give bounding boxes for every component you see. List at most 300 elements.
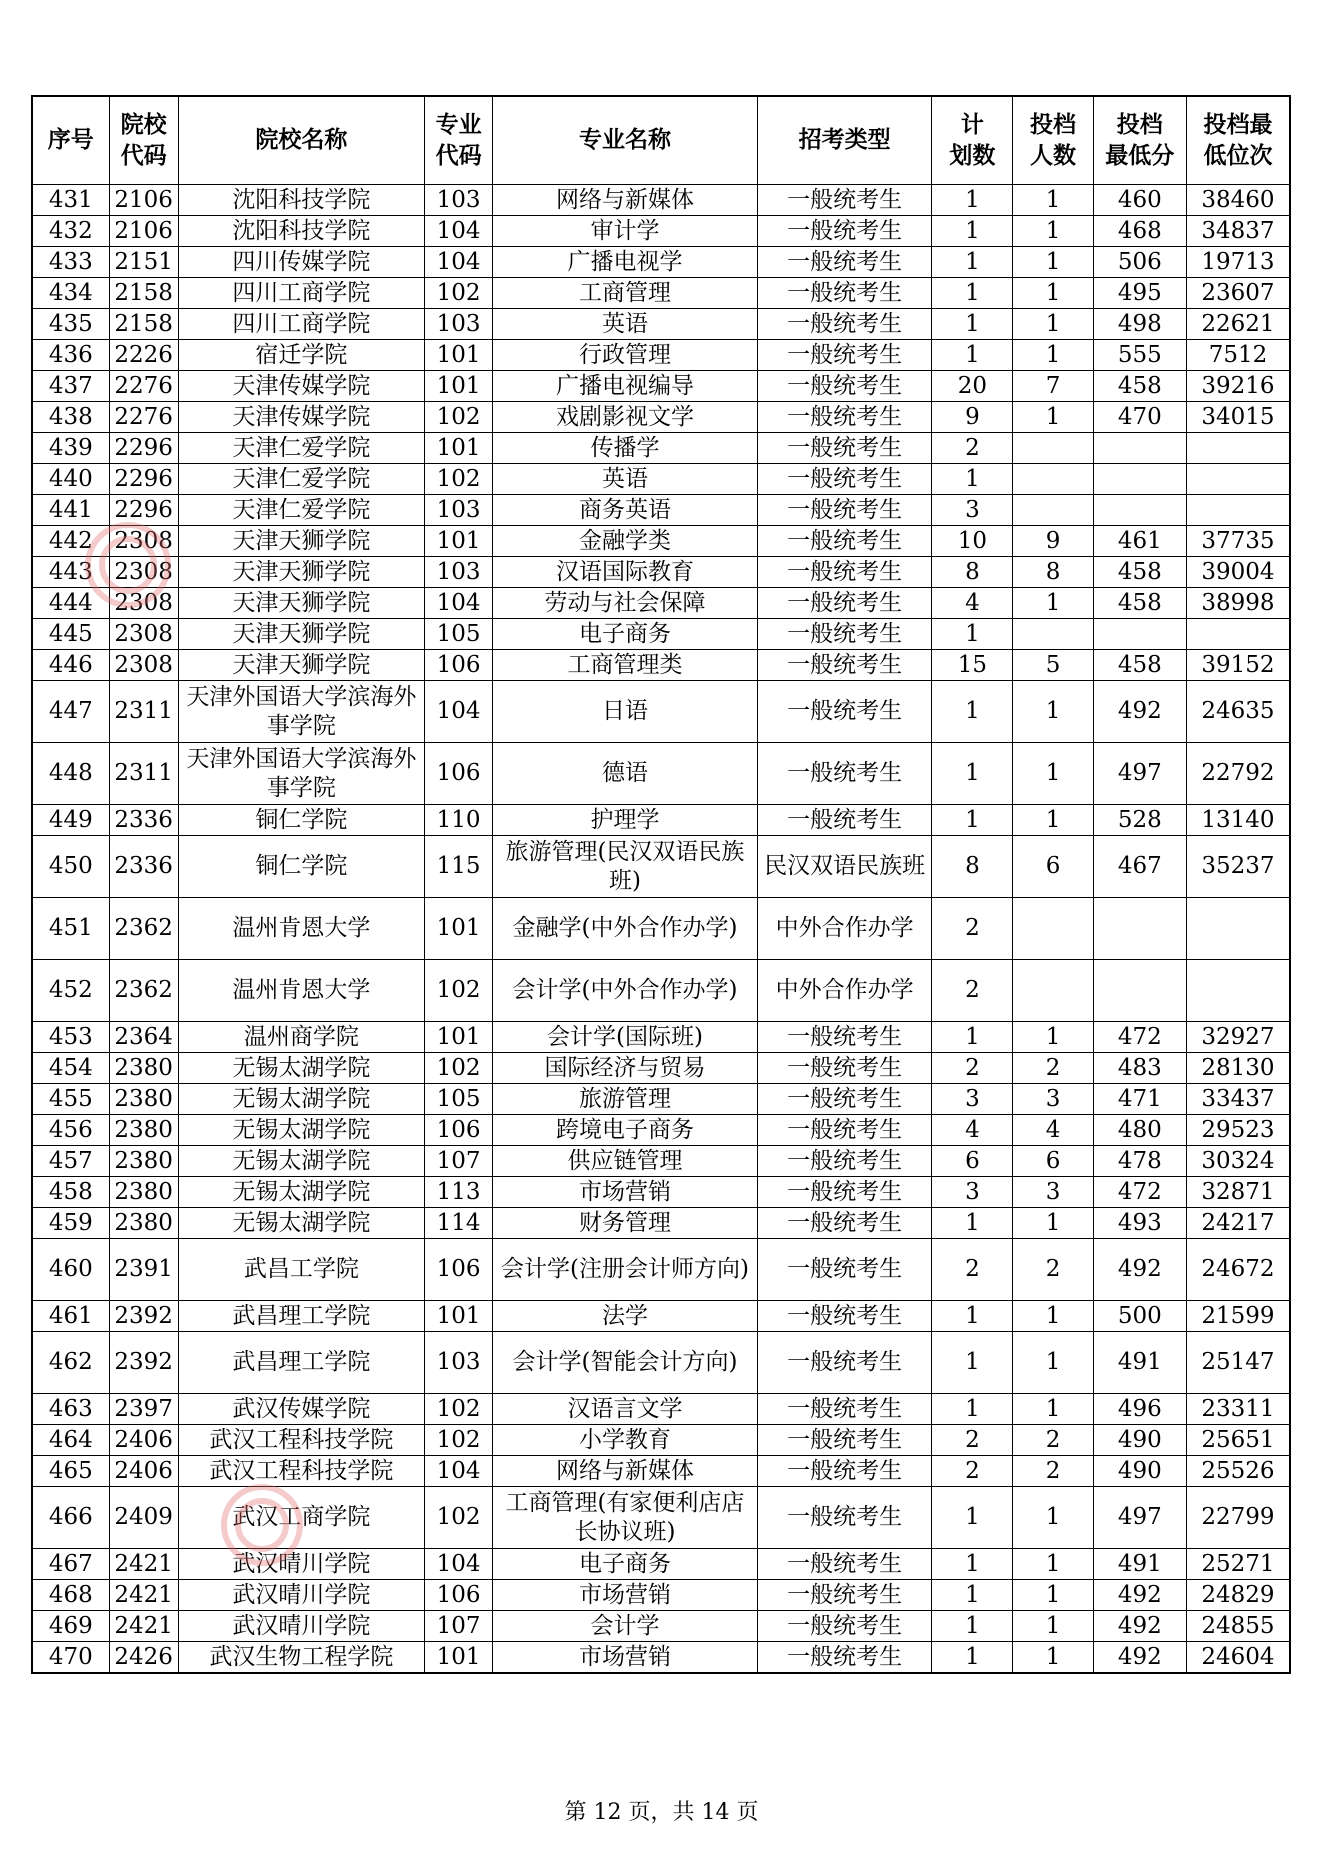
cell-plan-count: 1 <box>932 681 1013 743</box>
cell-min-score: 496 <box>1093 1394 1186 1425</box>
cell-major-name: 网络与新媒体 <box>493 185 758 216</box>
cell-filed-count: 9 <box>1013 526 1093 557</box>
cell-major-name: 传播学 <box>493 433 758 464</box>
cell-admission-type: 一般统考生 <box>757 526 931 557</box>
cell-min-score: 492 <box>1093 681 1186 743</box>
cell-plan-count: 1 <box>932 1332 1013 1394</box>
cell-admission-type: 民汉双语民族班 <box>757 836 931 898</box>
cell-major-code: 105 <box>425 1084 493 1115</box>
cell-school-name: 无锡太湖学院 <box>178 1208 425 1239</box>
cell-seq: 456 <box>32 1115 109 1146</box>
cell-school-name: 沈阳科技学院 <box>178 216 425 247</box>
cell-min-rank: 24855 <box>1186 1611 1290 1642</box>
cell-min-score: 491 <box>1093 1549 1186 1580</box>
cell-major-name: 电子商务 <box>493 1549 758 1580</box>
cell-major-name: 旅游管理(民汉双语民族班) <box>493 836 758 898</box>
cell-major-name: 广播电视学 <box>493 247 758 278</box>
cell-filed-count: 3 <box>1013 1177 1093 1208</box>
cell-school-name: 天津天狮学院 <box>178 557 425 588</box>
cell-min-score: 458 <box>1093 588 1186 619</box>
cell-major-code: 101 <box>425 898 493 960</box>
cell-seq: 466 <box>32 1487 109 1549</box>
cell-major-code: 101 <box>425 1642 493 1674</box>
cell-school-code: 2392 <box>109 1301 178 1332</box>
cell-plan-count: 4 <box>932 588 1013 619</box>
cell-min-rank: 7512 <box>1186 340 1290 371</box>
cell-plan-count: 3 <box>932 495 1013 526</box>
cell-filed-count: 1 <box>1013 402 1093 433</box>
cell-min-rank: 25651 <box>1186 1425 1290 1456</box>
cell-seq: 450 <box>32 836 109 898</box>
cell-major-name: 小学教育 <box>493 1425 758 1456</box>
cell-min-rank: 22621 <box>1186 309 1290 340</box>
cell-major-name: 英语 <box>493 309 758 340</box>
cell-admission-type: 一般统考生 <box>757 805 931 836</box>
cell-seq: 442 <box>32 526 109 557</box>
cell-min-rank: 22799 <box>1186 1487 1290 1549</box>
cell-min-rank: 32927 <box>1186 1022 1290 1053</box>
cell-major-code: 107 <box>425 1611 493 1642</box>
table-row <box>32 681 1290 743</box>
cell-major-code: 102 <box>425 1053 493 1084</box>
cell-major-name: 广播电视编导 <box>493 371 758 402</box>
cell-min-rank: 21599 <box>1186 1301 1290 1332</box>
header-filed-count: 投档 人数 <box>1013 96 1093 185</box>
table-row <box>32 1394 1290 1425</box>
cell-plan-count: 1 <box>932 1022 1013 1053</box>
cell-min-rank: 38460 <box>1186 185 1290 216</box>
cell-filed-count: 8 <box>1013 557 1093 588</box>
cell-plan-count: 1 <box>932 805 1013 836</box>
cell-seq: 452 <box>32 960 109 1022</box>
cell-plan-count: 1 <box>932 278 1013 309</box>
cell-school-code: 2296 <box>109 433 178 464</box>
cell-school-code: 2106 <box>109 216 178 247</box>
cell-plan-count: 2 <box>932 1425 1013 1456</box>
cell-filed-count: 1 <box>1013 216 1093 247</box>
cell-major-code: 106 <box>425 650 493 681</box>
admission-table <box>31 95 1291 1674</box>
cell-admission-type: 一般统考生 <box>757 1022 931 1053</box>
cell-seq: 434 <box>32 278 109 309</box>
cell-school-name: 天津传媒学院 <box>178 402 425 433</box>
cell-major-code: 107 <box>425 1146 493 1177</box>
cell-plan-count: 1 <box>932 743 1013 805</box>
cell-major-code: 103 <box>425 1332 493 1394</box>
cell-filed-count: 1 <box>1013 1332 1093 1394</box>
cell-school-name: 无锡太湖学院 <box>178 1146 425 1177</box>
cell-school-code: 2336 <box>109 836 178 898</box>
cell-major-name: 市场营销 <box>493 1580 758 1611</box>
cell-seq: 440 <box>32 464 109 495</box>
cell-filed-count: 2 <box>1013 1456 1093 1487</box>
cell-school-code: 2308 <box>109 588 178 619</box>
table-row <box>32 898 1290 960</box>
cell-min-rank: 35237 <box>1186 836 1290 898</box>
cell-filed-count: 1 <box>1013 1487 1093 1549</box>
table-row <box>32 1425 1290 1456</box>
cell-filed-count <box>1013 898 1093 960</box>
cell-major-name: 会计学(智能会计方向) <box>493 1332 758 1394</box>
cell-school-name: 铜仁学院 <box>178 836 425 898</box>
cell-min-rank: 23311 <box>1186 1394 1290 1425</box>
cell-major-name: 国际经济与贸易 <box>493 1053 758 1084</box>
cell-admission-type: 一般统考生 <box>757 588 931 619</box>
cell-seq: 462 <box>32 1332 109 1394</box>
cell-school-name: 天津外国语大学滨海外事学院 <box>178 743 425 805</box>
cell-school-name: 天津天狮学院 <box>178 650 425 681</box>
cell-plan-count: 1 <box>932 340 1013 371</box>
cell-admission-type: 一般统考生 <box>757 464 931 495</box>
header-school-code: 院校 代码 <box>109 96 178 185</box>
cell-admission-type: 一般统考生 <box>757 1642 931 1674</box>
cell-admission-type: 中外合作办学 <box>757 898 931 960</box>
cell-seq: 464 <box>32 1425 109 1456</box>
cell-min-rank: 22792 <box>1186 743 1290 805</box>
cell-admission-type: 一般统考生 <box>757 1549 931 1580</box>
cell-filed-count: 1 <box>1013 1022 1093 1053</box>
cell-plan-count: 8 <box>932 557 1013 588</box>
cell-filed-count: 6 <box>1013 836 1093 898</box>
header-major-code: 专业 代码 <box>425 96 493 185</box>
cell-min-rank: 37735 <box>1186 526 1290 557</box>
cell-major-name: 会计学(国际班) <box>493 1022 758 1053</box>
cell-school-code: 2406 <box>109 1425 178 1456</box>
cell-seq: 461 <box>32 1301 109 1332</box>
cell-seq: 439 <box>32 433 109 464</box>
cell-seq: 435 <box>32 309 109 340</box>
cell-filed-count: 6 <box>1013 1146 1093 1177</box>
cell-admission-type: 一般统考生 <box>757 650 931 681</box>
cell-min-rank: 30324 <box>1186 1146 1290 1177</box>
cell-school-code: 2426 <box>109 1642 178 1674</box>
cell-min-rank: 24672 <box>1186 1239 1290 1301</box>
cell-filed-count: 1 <box>1013 1301 1093 1332</box>
cell-filed-count: 1 <box>1013 185 1093 216</box>
cell-filed-count: 5 <box>1013 650 1093 681</box>
cell-seq: 449 <box>32 805 109 836</box>
cell-major-code: 101 <box>425 526 493 557</box>
cell-seq: 468 <box>32 1580 109 1611</box>
cell-school-name: 无锡太湖学院 <box>178 1084 425 1115</box>
cell-major-name: 审计学 <box>493 216 758 247</box>
cell-major-name: 汉语言文学 <box>493 1394 758 1425</box>
cell-major-code: 102 <box>425 1394 493 1425</box>
table-row <box>32 433 1290 464</box>
cell-major-code: 104 <box>425 216 493 247</box>
cell-school-name: 温州商学院 <box>178 1022 425 1053</box>
cell-school-code: 2409 <box>109 1487 178 1549</box>
cell-seq: 446 <box>32 650 109 681</box>
cell-filed-count: 7 <box>1013 371 1093 402</box>
cell-min-score: 458 <box>1093 650 1186 681</box>
cell-major-code: 102 <box>425 464 493 495</box>
cell-plan-count: 2 <box>932 960 1013 1022</box>
cell-school-name: 武汉工程科技学院 <box>178 1425 425 1456</box>
cell-admission-type: 一般统考生 <box>757 619 931 650</box>
cell-school-code: 2380 <box>109 1053 178 1084</box>
table-row <box>32 650 1290 681</box>
table-row <box>32 309 1290 340</box>
table-row <box>32 1022 1290 1053</box>
cell-admission-type: 一般统考生 <box>757 247 931 278</box>
cell-major-code: 103 <box>425 495 493 526</box>
header-admission-type: 招考类型 <box>757 96 931 185</box>
table-row <box>32 185 1290 216</box>
cell-filed-count: 1 <box>1013 1642 1093 1674</box>
cell-school-code: 2296 <box>109 495 178 526</box>
cell-school-name: 武汉生物工程学院 <box>178 1642 425 1674</box>
cell-major-code: 106 <box>425 1239 493 1301</box>
header-row <box>32 96 1290 185</box>
cell-school-code: 2308 <box>109 619 178 650</box>
cell-seq: 437 <box>32 371 109 402</box>
cell-school-code: 2380 <box>109 1208 178 1239</box>
cell-school-code: 2106 <box>109 185 178 216</box>
cell-school-code: 2158 <box>109 278 178 309</box>
cell-school-code: 2362 <box>109 960 178 1022</box>
cell-seq: 431 <box>32 185 109 216</box>
cell-major-code: 101 <box>425 1301 493 1332</box>
cell-filed-count: 1 <box>1013 1580 1093 1611</box>
table-row <box>32 1146 1290 1177</box>
cell-filed-count: 1 <box>1013 805 1093 836</box>
cell-filed-count: 1 <box>1013 278 1093 309</box>
cell-min-rank: 24217 <box>1186 1208 1290 1239</box>
cell-seq: 469 <box>32 1611 109 1642</box>
cell-admission-type: 一般统考生 <box>757 1611 931 1642</box>
cell-min-rank: 39216 <box>1186 371 1290 402</box>
cell-admission-type: 一般统考生 <box>757 185 931 216</box>
cell-major-code: 104 <box>425 681 493 743</box>
table-row <box>32 1487 1290 1549</box>
cell-filed-count: 1 <box>1013 1611 1093 1642</box>
table-row <box>32 619 1290 650</box>
cell-school-name: 温州肯恩大学 <box>178 898 425 960</box>
cell-major-name: 旅游管理 <box>493 1084 758 1115</box>
cell-min-score <box>1093 464 1186 495</box>
cell-min-score: 470 <box>1093 402 1186 433</box>
cell-school-name: 无锡太湖学院 <box>178 1053 425 1084</box>
cell-filed-count: 1 <box>1013 1208 1093 1239</box>
table-row <box>32 1177 1290 1208</box>
cell-school-name: 武昌理工学院 <box>178 1301 425 1332</box>
cell-admission-type: 一般统考生 <box>757 557 931 588</box>
table-row <box>32 1053 1290 1084</box>
cell-school-code: 2308 <box>109 557 178 588</box>
table-row <box>32 1115 1290 1146</box>
cell-plan-count: 10 <box>932 526 1013 557</box>
table-row <box>32 278 1290 309</box>
table-row <box>32 1239 1290 1301</box>
cell-major-name: 财务管理 <box>493 1208 758 1239</box>
cell-min-score <box>1093 495 1186 526</box>
cell-major-name: 市场营销 <box>493 1177 758 1208</box>
cell-admission-type: 一般统考生 <box>757 340 931 371</box>
cell-min-rank: 24635 <box>1186 681 1290 743</box>
cell-min-score: 480 <box>1093 1115 1186 1146</box>
cell-min-rank: 25147 <box>1186 1332 1290 1394</box>
cell-major-name: 商务英语 <box>493 495 758 526</box>
cell-min-rank <box>1186 464 1290 495</box>
cell-min-score: 458 <box>1093 557 1186 588</box>
cell-school-name: 武汉晴川学院 <box>178 1580 425 1611</box>
cell-min-score: 491 <box>1093 1332 1186 1394</box>
cell-min-score: 495 <box>1093 278 1186 309</box>
cell-plan-count: 1 <box>932 1394 1013 1425</box>
table-row <box>32 464 1290 495</box>
cell-major-name: 德语 <box>493 743 758 805</box>
cell-min-score <box>1093 433 1186 464</box>
cell-major-name: 工商管理 <box>493 278 758 309</box>
table-row <box>32 1611 1290 1642</box>
cell-admission-type: 一般统考生 <box>757 1239 931 1301</box>
cell-school-name: 铜仁学院 <box>178 805 425 836</box>
cell-admission-type: 一般统考生 <box>757 1580 931 1611</box>
cell-school-name: 武汉晴川学院 <box>178 1611 425 1642</box>
cell-seq: 458 <box>32 1177 109 1208</box>
cell-school-name: 天津天狮学院 <box>178 619 425 650</box>
cell-min-score: 555 <box>1093 340 1186 371</box>
cell-school-code: 2406 <box>109 1456 178 1487</box>
cell-seq: 451 <box>32 898 109 960</box>
table-body <box>32 185 1290 1674</box>
cell-filed-count <box>1013 960 1093 1022</box>
cell-school-code: 2308 <box>109 526 178 557</box>
cell-plan-count: 2 <box>932 1053 1013 1084</box>
cell-min-rank: 32871 <box>1186 1177 1290 1208</box>
cell-school-name: 武汉传媒学院 <box>178 1394 425 1425</box>
cell-school-name: 四川工商学院 <box>178 309 425 340</box>
cell-plan-count: 8 <box>932 836 1013 898</box>
cell-admission-type: 一般统考生 <box>757 1084 931 1115</box>
table-row <box>32 805 1290 836</box>
cell-min-rank: 39004 <box>1186 557 1290 588</box>
cell-seq: 432 <box>32 216 109 247</box>
cell-seq: 467 <box>32 1549 109 1580</box>
cell-plan-count: 1 <box>932 1208 1013 1239</box>
table-row <box>32 1642 1290 1674</box>
cell-filed-count <box>1013 464 1093 495</box>
cell-major-name: 会计学(中外合作办学) <box>493 960 758 1022</box>
cell-school-code: 2276 <box>109 402 178 433</box>
cell-filed-count <box>1013 433 1093 464</box>
cell-major-code: 106 <box>425 1115 493 1146</box>
table-row <box>32 402 1290 433</box>
cell-school-code: 2311 <box>109 681 178 743</box>
cell-school-code: 2380 <box>109 1115 178 1146</box>
table-row <box>32 743 1290 805</box>
cell-min-rank: 34015 <box>1186 402 1290 433</box>
cell-major-code: 102 <box>425 278 493 309</box>
cell-major-code: 103 <box>425 557 493 588</box>
cell-min-rank: 23607 <box>1186 278 1290 309</box>
cell-filed-count: 1 <box>1013 1394 1093 1425</box>
cell-plan-count: 1 <box>932 1549 1013 1580</box>
cell-min-rank: 34837 <box>1186 216 1290 247</box>
table-row <box>32 1208 1290 1239</box>
cell-major-name: 劳动与社会保障 <box>493 588 758 619</box>
cell-min-score: 497 <box>1093 1487 1186 1549</box>
cell-school-name: 温州肯恩大学 <box>178 960 425 1022</box>
cell-admission-type: 一般统考生 <box>757 1456 931 1487</box>
cell-admission-type: 一般统考生 <box>757 1115 931 1146</box>
cell-major-name: 供应链管理 <box>493 1146 758 1177</box>
cell-min-rank: 24604 <box>1186 1642 1290 1674</box>
cell-min-score: 460 <box>1093 185 1186 216</box>
cell-admission-type: 一般统考生 <box>757 216 931 247</box>
cell-admission-type: 一般统考生 <box>757 402 931 433</box>
cell-admission-type: 一般统考生 <box>757 278 931 309</box>
cell-major-name: 市场营销 <box>493 1642 758 1674</box>
cell-seq: 441 <box>32 495 109 526</box>
cell-major-name: 工商管理类 <box>493 650 758 681</box>
cell-min-rank: 29523 <box>1186 1115 1290 1146</box>
cell-major-code: 110 <box>425 805 493 836</box>
cell-seq: 457 <box>32 1146 109 1177</box>
cell-min-score: 483 <box>1093 1053 1186 1084</box>
table-row <box>32 1332 1290 1394</box>
cell-school-name: 武昌理工学院 <box>178 1332 425 1394</box>
cell-major-code: 102 <box>425 1425 493 1456</box>
cell-min-rank: 33437 <box>1186 1084 1290 1115</box>
cell-plan-count: 3 <box>932 1177 1013 1208</box>
cell-min-score: 492 <box>1093 1580 1186 1611</box>
cell-plan-count: 1 <box>932 464 1013 495</box>
cell-seq: 438 <box>32 402 109 433</box>
cell-admission-type: 一般统考生 <box>757 1487 931 1549</box>
cell-major-code: 101 <box>425 1022 493 1053</box>
cell-filed-count: 1 <box>1013 588 1093 619</box>
cell-major-name: 行政管理 <box>493 340 758 371</box>
cell-seq: 459 <box>32 1208 109 1239</box>
cell-seq: 436 <box>32 340 109 371</box>
cell-min-score <box>1093 960 1186 1022</box>
page-footer: 第 12 页，共 14 页 <box>564 1800 759 1825</box>
table-row <box>32 1456 1290 1487</box>
cell-major-name: 跨境电子商务 <box>493 1115 758 1146</box>
cell-plan-count: 1 <box>932 185 1013 216</box>
cell-major-code: 104 <box>425 1549 493 1580</box>
cell-seq: 445 <box>32 619 109 650</box>
table-row <box>32 557 1290 588</box>
cell-major-name: 网络与新媒体 <box>493 1456 758 1487</box>
cell-min-score: 492 <box>1093 1611 1186 1642</box>
cell-plan-count: 2 <box>932 898 1013 960</box>
cell-school-code: 2391 <box>109 1239 178 1301</box>
cell-filed-count: 1 <box>1013 681 1093 743</box>
cell-min-score: 461 <box>1093 526 1186 557</box>
cell-school-code: 2296 <box>109 464 178 495</box>
cell-major-code: 101 <box>425 433 493 464</box>
cell-min-rank: 25526 <box>1186 1456 1290 1487</box>
table-row <box>32 216 1290 247</box>
cell-filed-count: 1 <box>1013 340 1093 371</box>
table-row <box>32 1084 1290 1115</box>
cell-major-code: 101 <box>425 371 493 402</box>
cell-school-code: 2421 <box>109 1580 178 1611</box>
cell-major-code: 102 <box>425 1487 493 1549</box>
cell-major-name: 电子商务 <box>493 619 758 650</box>
cell-school-code: 2380 <box>109 1177 178 1208</box>
cell-plan-count: 1 <box>932 309 1013 340</box>
cell-filed-count <box>1013 495 1093 526</box>
cell-plan-count: 2 <box>932 1456 1013 1487</box>
table-row <box>32 340 1290 371</box>
cell-admission-type: 一般统考生 <box>757 495 931 526</box>
cell-seq: 433 <box>32 247 109 278</box>
cell-admission-type: 一般统考生 <box>757 743 931 805</box>
